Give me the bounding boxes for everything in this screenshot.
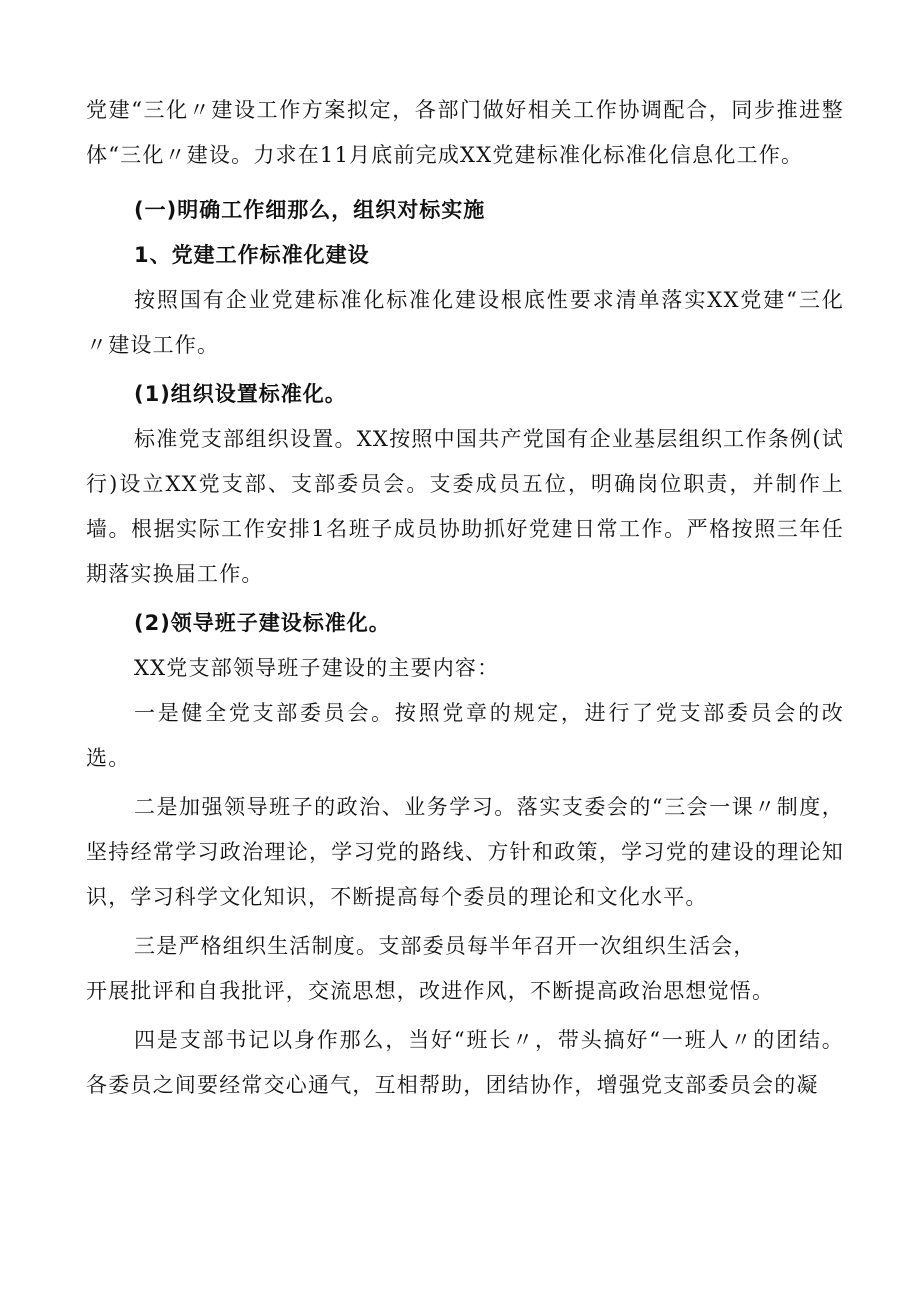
paragraph-point-3-line-2: 开展批评和自我批评，交流思想，改进作风，不断提高政治思想觉悟。 xyxy=(86,979,775,1003)
paragraph-standard: 按照国有企业党建标准化标准化建设根底性要求清单落实XX党建“三化〃建设工作。 xyxy=(86,288,844,357)
paragraph-intro: 党建“三化〃建设工作方案拟定，各部门做好相关工作协调配合，同步推进整体“三化〃建设。力求在11月底前完成XX党建标准化标准化信息化工作。 xyxy=(86,98,844,167)
document-page xyxy=(86,88,844,1108)
paragraph-leadership-intro: XX党支部领导班子建设的主要内容： xyxy=(134,656,500,680)
item-heading-leadership: (2)领导班子建设标准化。 xyxy=(134,611,391,635)
subsection-heading-1: 1、党建工作标准化建设 xyxy=(134,243,370,267)
item-heading-organization: (1)组织设置标准化。 xyxy=(134,382,347,406)
paragraph-organization: 标准党支部组织设置。XX按照中国共产党国有企业基层组织工作条例(试行)设立XX党支部、支部委员会。支委成员五位，明确岗位职责，并制作上墙。根据实际工作安排1名班子成员协助抓好党建日常工作。严格按照三年任期落实换届工作。 xyxy=(86,427,844,586)
section-heading-1: (一)明确工作细那么，组织对标实施 xyxy=(134,198,486,222)
paragraph-point-2: 二是加强领导班子的政治、业务学习。落实支委会的“三会一课〃制度，坚持经常学习政治理论，学习党的路线、方针和政策，学习党的建设的理论知识，学习科学文化知识，不断提高每个委员的理论和文化水平。 xyxy=(86,795,844,909)
paragraph-point-3-line-1: 三是严格组织生活制度。支部委员每半年召开一次组织生活会， xyxy=(134,934,756,958)
paragraph-point-4: 四是支部书记以身作那么，当好“班长〃，带头搞好“一班人〃的团结。各委员之间要经常交心通气，互相帮助，团结协作，增强党支部委员会的凝 xyxy=(86,1028,844,1097)
paragraph-point-1: 一是健全党支部委员会。按照党章的规定，进行了党支部委员会的改选。 xyxy=(86,701,844,770)
